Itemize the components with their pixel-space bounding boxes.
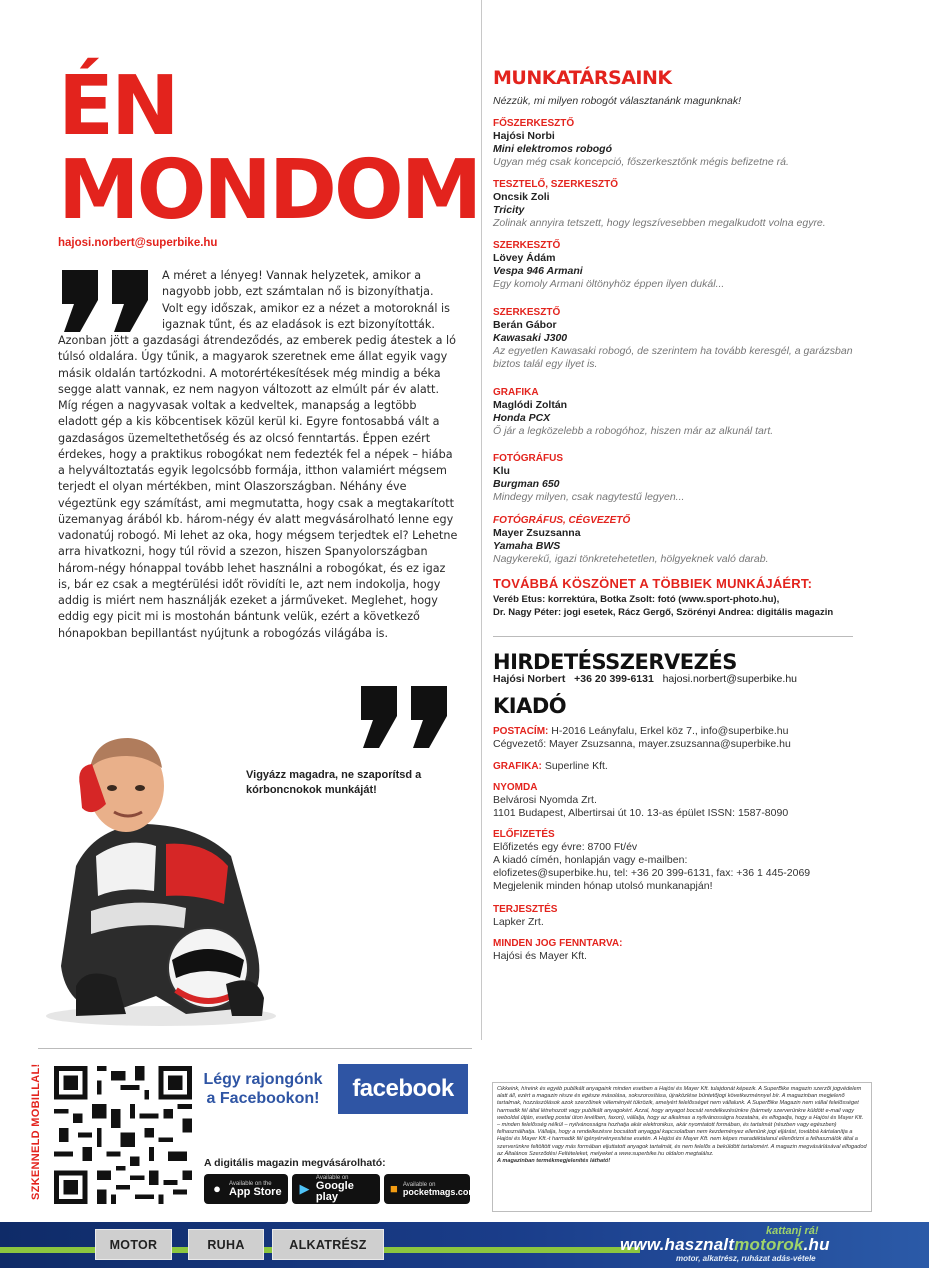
legal-notice [492, 1082, 872, 1212]
staff-name: Klu [493, 465, 510, 477]
author-email[interactable]: hajosi.norbert@superbike.hu [58, 237, 218, 249]
elofizetes-line3: elofizetes@superbike.hu, tel: +36 20 399-6131, fax: +36 1 445-2069 [493, 867, 811, 879]
pocketmags-small: Available on [402, 1181, 436, 1188]
scan-mobile-label: SZKENNELD MOBILLAL! [30, 1063, 42, 1200]
editorial-article [58, 268, 458, 642]
facebook-promo-line2: a Facebookon! [206, 1090, 320, 1107]
staff-desc: Zolinak annyira tetszett, hogy legszívesebben megalkudott volna egyre. [493, 217, 826, 229]
staff-role: SZERKESZTŐ [493, 240, 561, 251]
pocketmags-button[interactable] [384, 1174, 477, 1204]
digital-buy-label: A digitális magazin megvásárolható: [204, 1157, 386, 1169]
photo-caption: Vigyázz magadra, ne szaporítsd a kórboncnokok munkáját! [246, 769, 422, 796]
legal-text: Cikkeink, híreink és egyéb publikált anyagaink minden esetben a Hajósi és Mayer Kft. tulajdonát képezik. A SuperBike magazin szerzői jogvédelem alatt áll, ezért a magazin része és egésze másolása, sokszorosítása, újraközlése büntetőjogi következménnyel bír. A magazinban megjelenő tartalmak, hozzászólások azok szerzőinek véleményét tükrözik, amelyért felelősséget nem vállalunk. A SuperBike Magazin nem vállal felelősséget harmadik fél által létrehozott vagy publikált anyagokért. Azzal, hogy anyagot bocsát rendelkezésünkre (bármely szerverünkre küldött e-mail vagy weboldal útján, esetleg postai úton levélben, faxon), vállalja, hogy az alkalmas a nyilvánosságra hozatalra, és elfogadja, hogy a Hajósi és Mayer Kft. – minden felelősség nélkül – nyilvánosságra hozhatja akár elektronikus, akár nyomtatott formában, és tartalmát (részben vagy egészben) felhasználhatja. Vállalja, hogy a rendelkezésre bocsátott anyaggal kapcsolatban nem kezdeményez ellenünk jogi eljárást, továbbá kártalanítja a Hajósi és Mayer Kft.-t harmadik fél igényérvényesítése esetén. A Hajósi és Mayer Kft. nem képes maradéktalanul ellenőrizni a felhasználók által a szerverünkre feltöltött vagy más formában eljuttatott anyagok tartalmát, és nem felelős a beküldött tartalomért. A magazin megvásárlásával elfogadod az Általános Szerződési Feltételeket, melyeket a www.superbike.hu oldalon megtalálsz. [497, 1086, 867, 1157]
banner-subtitle: motor, alkatrész, ruházat adás-vétele [676, 1254, 816, 1263]
app-store-big: App Store [229, 1185, 282, 1198]
staff-name: Maglódi Zoltán [493, 399, 568, 411]
staff-bike: Mini elektromos robogó [493, 143, 613, 155]
staff-member [493, 514, 873, 566]
staff-desc: Az egyetlen Kawasaki robogó, de szerintem ha tovább keresgél, a garázsban biztos talál egy ilyet is. [493, 345, 853, 370]
ads-phone: +36 20 399-6131 [574, 673, 654, 685]
staff-role: TESZTELŐ, SZERKESZTŐ [493, 179, 619, 190]
staff-name: Mayer Zsuzsanna [493, 527, 581, 539]
elofizetes-line1: Előfizetés egy évre: 8700 Ft/év [493, 841, 638, 853]
pocketmags-big: pocketmags.com [402, 1186, 477, 1197]
staff-member [493, 452, 873, 504]
app-store-small: Available on the [229, 1180, 272, 1187]
ads-heading: HIRDETÉSSZERVEZÉS [493, 650, 737, 674]
staff-name: Oncsik Zoli [493, 191, 550, 203]
nyomda-line2: 1101 Budapest, Albertirsai út 10. 13-as épület ISSN: 1587-8090 [493, 807, 789, 819]
facebook-logo-button[interactable]: facebook [338, 1064, 468, 1114]
url-highlight: motorok [734, 1235, 804, 1254]
staff-desc: Mindegy milyen, csak nagytestű legyen... [493, 491, 685, 503]
staff-name: Hajósi Norbi [493, 130, 555, 142]
thanks-heading: TOVÁBBÁ KÖSZÖNET A TÖBBIEK MUNKÁJÁÉRT: [493, 576, 813, 591]
editor-photo [36, 716, 286, 1028]
staff-bike: Vespa 946 Armani [493, 265, 583, 277]
motor-button[interactable]: MOTOR [95, 1229, 172, 1260]
thanks-line1: Veréb Etus: korrektúra, Botka Zsolt: fotó (www.sport-photo.hu), [493, 594, 780, 605]
staff-desc: Egy komoly Armani öltönyhöz éppen ilyen dukál... [493, 278, 725, 290]
staff-role: SZERKESZTŐ [493, 307, 561, 318]
page-title-line2: MONDOM [58, 143, 480, 238]
staff-role: GRAFIKA [493, 387, 539, 398]
terjesztes-label: TERJESZTÉS [493, 904, 558, 915]
url-prefix: www.hasznalt [620, 1235, 735, 1254]
staff-member [493, 178, 873, 230]
staff-subheading: Nézzük, mi milyen robogót választanánk magunknak! [493, 95, 742, 107]
pocketmags-icon: ■ [390, 1181, 398, 1196]
staff-role: FOTÓGRÁFUS [493, 453, 563, 464]
staff-member [493, 306, 873, 371]
staff-desc: Ugyan még csak koncepció, főszerkesztőnk mégis befizetne rá. [493, 156, 789, 168]
staff-member [493, 239, 873, 291]
postacim-label: POSTACÍM: [493, 726, 549, 737]
publisher-graphics [493, 760, 873, 773]
staff-desc: Ő jár a legközelebb a robogóhoz, hiszen már az alkunál tart. [493, 425, 774, 437]
app-store-button[interactable] [204, 1174, 288, 1204]
google-play-button[interactable] [292, 1174, 380, 1204]
ads-email[interactable]: hajosi.norbert@superbike.hu [662, 673, 797, 685]
publisher-distribution [493, 903, 873, 929]
publisher-printing [493, 781, 873, 820]
staff-role: FŐSZERKESZTŐ [493, 118, 575, 129]
staff-bike: Tricity [493, 204, 525, 216]
terjesztes-value: Lapker Zrt. [493, 916, 544, 928]
nyomda-line1: Belvárosi Nyomda Zrt. [493, 794, 597, 806]
staff-name: Lövey Ádám [493, 252, 556, 264]
publisher-address [493, 725, 873, 751]
page-title-line1: ÉN [58, 59, 177, 154]
publisher-rights [493, 937, 873, 963]
staff-name: Berán Gábor [493, 319, 557, 331]
staff-bike: Kawasaki J300 [493, 332, 568, 344]
google-play-big: Google play [315, 1180, 354, 1203]
google-play-small: Available on [315, 1175, 349, 1181]
url-suffix: .hu [803, 1235, 830, 1254]
thanks-text [493, 593, 863, 619]
facebook-promo-line1: Légy rajongónk [203, 1071, 323, 1088]
grafika-value: Superline Kft. [544, 760, 608, 772]
jog-value: Hajósi és Mayer Kft. [493, 950, 587, 962]
ruha-button[interactable]: RUHA [188, 1229, 264, 1260]
publisher-heading: KIADÓ [493, 694, 567, 718]
facebook-promo-text [196, 1070, 330, 1108]
thanks-line2: Dr. Nagy Péter: jogi esetek, Rácz Gergő, Szörényi Andrea: digitális magazin [493, 607, 834, 618]
staff-bike: Yamaha BWS [493, 540, 561, 552]
quote-close-icon [357, 686, 453, 748]
column-divider [481, 0, 482, 1040]
staff-bike: Honda PCX [493, 412, 551, 424]
postacim-value: H-2016 Leányfalu, Erkel köz 7., info@superbike.hu [551, 725, 789, 737]
staff-member [493, 117, 873, 169]
publisher-subscription [493, 828, 873, 893]
staff-heading: MUNKATÁRSAINK [493, 67, 672, 89]
jog-label: MINDEN JOG FENNTARVA: [493, 938, 623, 949]
elofizetes-line2: A kiadó címén, honlapján vagy e-mailben: [493, 854, 688, 866]
right-divider [493, 636, 853, 637]
staff-desc: Nagykerekű, igazi tönkretehetetlen, hölgyeknek való darab. [493, 553, 769, 565]
alkatresz-button[interactable]: ALKATRÉSZ [272, 1229, 384, 1260]
staff-role: FOTÓGRÁFUS, CÉGVEZETŐ [493, 515, 631, 526]
banner-url-link[interactable] [620, 1235, 830, 1255]
ceo-line: Cégvezető: Mayer Zsuzsanna, mayer.zsuzsanna@superbike.hu [493, 738, 791, 750]
qr-code-icon[interactable] [54, 1066, 192, 1204]
left-divider [38, 1048, 472, 1049]
banner-click-hint: kattanj rá! [766, 1225, 819, 1237]
apple-icon: ● [213, 1181, 221, 1196]
ads-name: Hajósi Norbert [493, 673, 566, 685]
grafika-label: GRAFIKA: [493, 761, 542, 772]
elofizetes-line4: Megjelenik minden hónap utolsó munkanapján! [493, 880, 713, 892]
nyomda-label: NYOMDA [493, 782, 538, 793]
staff-bike: Burgman 650 [493, 478, 560, 490]
play-icon: ▶ [299, 1181, 310, 1196]
staff-member [493, 386, 873, 438]
article-text: A méret a lényeg! Vannak helyzetek, amikor a nagyobb jobb, ezt számtalan nő is bizonyíthatja. Volt egy időszak, amikor ez a nézet a motoroknál is igaznak tűnt, és az eladások is ezt bizonyították. Azonban jött a gazdasági átrendeződés, az emberek pedig átestek a ló túlsó oldalára. Úgy tűnik, a magyarok szeretnek eme állat egyik vagy másik oldalán tartózkodni. A motorértékesítések még mindig a béka segge alatt vannak, ez nem nagyon változott az elmúlt pár év alatt. Míg régen a nagyvasak voltak a kedveltek, manapság a legtöbb eladott gép a kis köbcentisek közül kerül ki. Egyre fontosabbá vált a gazdaságos üzemeltethetőség és az olcsó fenntartás. Éppen ezért érdekes, hogy a praktikus robogókat nem fedezték fel a népek – hiába a helyváltoztatás egyik legolcsóbb formája, itthon valamiért mégsem terjedt el olyan mértékben, mint Olaszországban. Néhány éve végeztünk egy számítást, ami megmutatta, hogy csak a megtakarított üzemanyag árából kb. három-négy év alatt megvásárolható lenne egy vadonatúj robogó. Mi lehet az oka, hogy mégsem terjedtek el? Lehetne arra hivatkozni, hogy túl rövid a szezon, hiszen Spanyolországban három-négy hónappal tovább lehet használni a robogókat, és ez igaz is, bár ez csak a megtérülési időt rövidíti le, azt nem indokolja, hogy addig is miért nem használják ezeket a járműveket. Meglehet, hogy eddig egy picit mi is mostohán bántunk velük, ezért a következő hónapokban bepillantást nyújtunk a robogózás világába is. [58, 269, 458, 640]
legal-footer: A magazinban termékmegjelenítés látható! [497, 1158, 611, 1165]
ads-contact [493, 673, 873, 685]
elofizetes-label: ELŐFIZETÉS [493, 829, 555, 840]
